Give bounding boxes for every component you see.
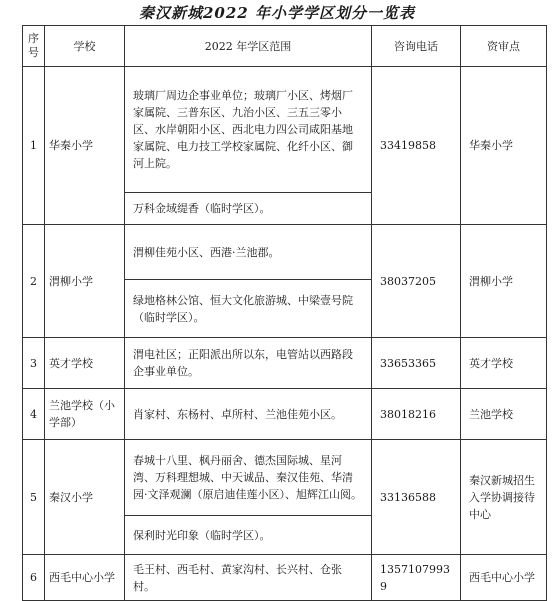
audit-point: 秦汉新城招生入学协调接待中心: [461, 440, 547, 555]
header-phone: 咨询电话: [372, 26, 461, 67]
district-scope: 春城十八里、枫丹丽舍、德杰国际城、星河湾、万科理想城、中天诚品、秦汉佳苑、华清园·文泽观澜（原启迪佳莲小区）、旭辉江山阅。: [125, 440, 372, 516]
table-row: [23, 225, 547, 280]
phone-number: 38037205: [372, 225, 461, 338]
district-scope: 渭柳佳苑小区、西港·兰池郡。: [125, 225, 372, 280]
school-name: 华秦小学: [45, 67, 125, 225]
page-title: 秦汉新城2022 年小学学区划分一览表: [139, 4, 415, 22]
row-number: 1: [23, 67, 45, 225]
district-scope-temp: 保利时光印象（临时学区）。: [125, 516, 372, 555]
district-scope: 毛王村、西毛村、黄家沟村、长兴村、仓张村。: [125, 555, 372, 601]
school-district-table: [22, 25, 547, 601]
audit-point: 华秦小学: [461, 67, 547, 225]
row-number: 3: [23, 338, 45, 389]
district-scope-temp: 万科金域缇香（临时学区）。: [125, 193, 372, 225]
header-audit: 资审点: [461, 26, 547, 67]
school-name: 秦汉小学: [45, 440, 125, 555]
district-scope: 渭电社区；正阳派出所以东，电管站以西路段企事业单位。: [125, 338, 372, 389]
phone-number: 33136588: [372, 440, 461, 555]
header-school: 学校: [45, 26, 125, 67]
audit-point: 英才学校: [461, 338, 547, 389]
school-name: 西毛中心小学: [45, 555, 125, 601]
school-name: 兰池学校（小学部）: [45, 389, 125, 440]
table-row: [23, 440, 547, 516]
phone-number: 33653365: [372, 338, 461, 389]
table-row: [23, 67, 547, 193]
row-number: 4: [23, 389, 45, 440]
phone-number: 33419858: [372, 67, 461, 225]
audit-point: 西毛中心小学: [461, 555, 547, 601]
table-row: [23, 389, 547, 440]
header-no: 序号: [23, 26, 45, 67]
row-number: 2: [23, 225, 45, 338]
school-name: 渭柳小学: [45, 225, 125, 338]
district-scope: 肖家村、东杨村、卓所村、兰池佳苑小区。: [125, 389, 372, 440]
row-number: 5: [23, 440, 45, 555]
school-name: 英才学校: [45, 338, 125, 389]
audit-point: 渭柳小学: [461, 225, 547, 338]
audit-point: 兰池学校: [461, 389, 547, 440]
table-row: [23, 555, 547, 601]
header-scope: 2022 年学区范围: [125, 26, 372, 67]
district-scope: 玻璃厂周边企事业单位；玻璃厂小区、烤烟厂家属院、三普东区、九治小区、三五三零小区、水岸朝阳小区、西北电力四公司咸阳基地家属院、电力技工学校家属院、化纤小区、御河上院。: [125, 67, 372, 193]
phone-number: 13571079939: [372, 555, 461, 601]
district-scope-temp: 绿地格林公馆、恒大文化旅游城、中梁壹号院（临时学区）。: [125, 280, 372, 338]
phone-number: 38018216: [372, 389, 461, 440]
row-number: 6: [23, 555, 45, 601]
header-row: [23, 26, 547, 67]
table-row: [23, 338, 547, 389]
